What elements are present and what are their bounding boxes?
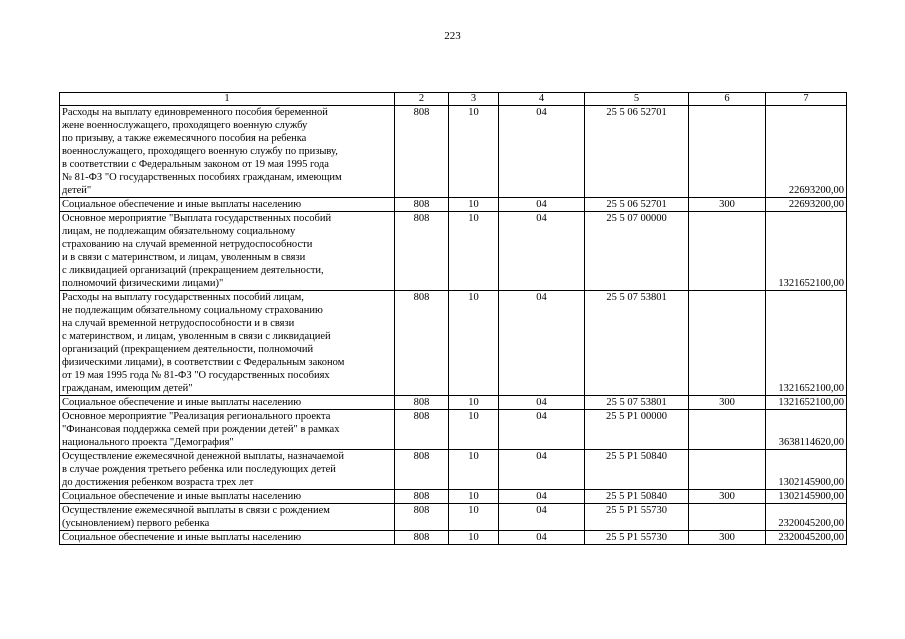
row-target-article: 25 5 06 52701 [585,106,689,198]
row-amount: 1302145900,00 [766,450,847,490]
row-subsection-code: 04 [499,490,585,504]
row-subsection-code: 04 [499,198,585,212]
row-description: Социальное обеспечение и иные выплаты населению [60,396,395,410]
row-target-article: 25 5 07 53801 [585,396,689,410]
row-description: Социальное обеспечение и иные выплаты населению [60,490,395,504]
row-subsection-code: 04 [499,106,585,198]
row-subsection-code: 04 [499,396,585,410]
table-row [60,490,847,504]
row-target-article: 25 5 P1 55730 [585,504,689,531]
row-ministry-code: 808 [395,106,449,198]
table-row [60,410,847,450]
row-section-code: 10 [449,490,499,504]
row-amount: 3638114620,00 [766,410,847,450]
budget-table [59,92,847,545]
table-row [60,106,847,198]
row-description: Расходы на выплату единовременного пособия беременной жене военнослужащего, проходящего военную службу по призыву, а также ежемесячного пособия на ребенка военнослужащего, проходящего военную службу по призыву, в соответствии с Федеральным законом от 19 мая 1995 года № 81-ФЗ "О государственных пособиях гражданам, имеющим детей" [60,106,395,198]
row-subsection-code: 04 [499,410,585,450]
row-amount: 22693200,00 [766,106,847,198]
row-target-article: 25 5 P1 55730 [585,531,689,545]
row-section-code: 10 [449,531,499,545]
row-target-article: 25 5 P1 50840 [585,490,689,504]
row-ministry-code: 808 [395,212,449,291]
row-expense-type: 300 [689,198,766,212]
table-header-row [60,93,847,106]
header-cell: 6 [689,93,766,106]
row-amount: 1321652100,00 [766,291,847,396]
row-ministry-code: 808 [395,291,449,396]
row-section-code: 10 [449,198,499,212]
row-expense-type [689,410,766,450]
row-amount: 2320045200,00 [766,504,847,531]
row-description: Осуществление ежемесячной выплаты в связи с рождением (усыновлением) первого ребенка [60,504,395,531]
table-row [60,531,847,545]
header-cell: 4 [499,93,585,106]
row-description: Социальное обеспечение и иные выплаты населению [60,198,395,212]
row-description: Основное мероприятие "Выплата государственных пособий лицам, не подлежащим обязательному социальному страхованию на случай временной нетрудоспособности и в связи с материнством, и лицам, уволенным в связи с ликвидацией организаций (прекращением деятельности, полномочий физическими лицами)" [60,212,395,291]
header-cell: 1 [60,93,395,106]
row-subsection-code: 04 [499,450,585,490]
row-section-code: 10 [449,410,499,450]
row-subsection-code: 04 [499,531,585,545]
row-amount: 22693200,00 [766,198,847,212]
row-expense-type [689,450,766,490]
row-target-article: 25 5 07 53801 [585,291,689,396]
row-description: Основное мероприятие "Реализация регионального проекта "Финансовая поддержка семей при рождении детей" в рамках национального проекта "Демография" [60,410,395,450]
row-expense-type: 300 [689,396,766,410]
row-ministry-code: 808 [395,410,449,450]
row-ministry-code: 808 [395,490,449,504]
row-ministry-code: 808 [395,531,449,545]
row-section-code: 10 [449,212,499,291]
table-row [60,396,847,410]
row-section-code: 10 [449,291,499,396]
row-section-code: 10 [449,504,499,531]
row-ministry-code: 808 [395,504,449,531]
row-amount: 1321652100,00 [766,212,847,291]
row-expense-type: 300 [689,490,766,504]
row-target-article: 25 5 07 00000 [585,212,689,291]
row-amount: 1302145900,00 [766,490,847,504]
row-subsection-code: 04 [499,504,585,531]
table-row [60,450,847,490]
row-ministry-code: 808 [395,450,449,490]
page-number: 223 [444,30,461,42]
row-section-code: 10 [449,396,499,410]
row-expense-type: 300 [689,531,766,545]
row-ministry-code: 808 [395,396,449,410]
row-target-article: 25 5 P1 50840 [585,450,689,490]
row-target-article: 25 5 06 52701 [585,198,689,212]
row-target-article: 25 5 P1 00000 [585,410,689,450]
header-cell: 3 [449,93,499,106]
header-cell: 2 [395,93,449,106]
row-expense-type [689,212,766,291]
row-ministry-code: 808 [395,198,449,212]
row-section-code: 10 [449,450,499,490]
row-expense-type [689,106,766,198]
table-row [60,212,847,291]
header-cell: 5 [585,93,689,106]
row-subsection-code: 04 [499,291,585,396]
row-description: Социальное обеспечение и иные выплаты населению [60,531,395,545]
table-row [60,504,847,531]
row-expense-type [689,504,766,531]
row-description: Расходы на выплату государственных пособий лицам, не подлежащим обязательному социальному страхованию на случай временной нетрудоспособности и в связи с материнством, и лицам, уволенным в связи с ликвидацией организаций (прекращением деятельности, полномочий физическими лицами), в соответствии с Федеральным законом от 19 мая 1995 года № 81-ФЗ "О государственных пособиях гражданам, имеющим детей" [60,291,395,396]
row-expense-type [689,291,766,396]
row-section-code: 10 [449,106,499,198]
row-description: Осуществление ежемесячной денежной выплаты, назначаемой в случае рождения третьего ребенка или последующих детей до достижения ребенком возраста трех лет [60,450,395,490]
table-row [60,291,847,396]
row-subsection-code: 04 [499,212,585,291]
table-row [60,198,847,212]
row-amount: 1321652100,00 [766,396,847,410]
row-amount: 2320045200,00 [766,531,847,545]
header-cell: 7 [766,93,847,106]
